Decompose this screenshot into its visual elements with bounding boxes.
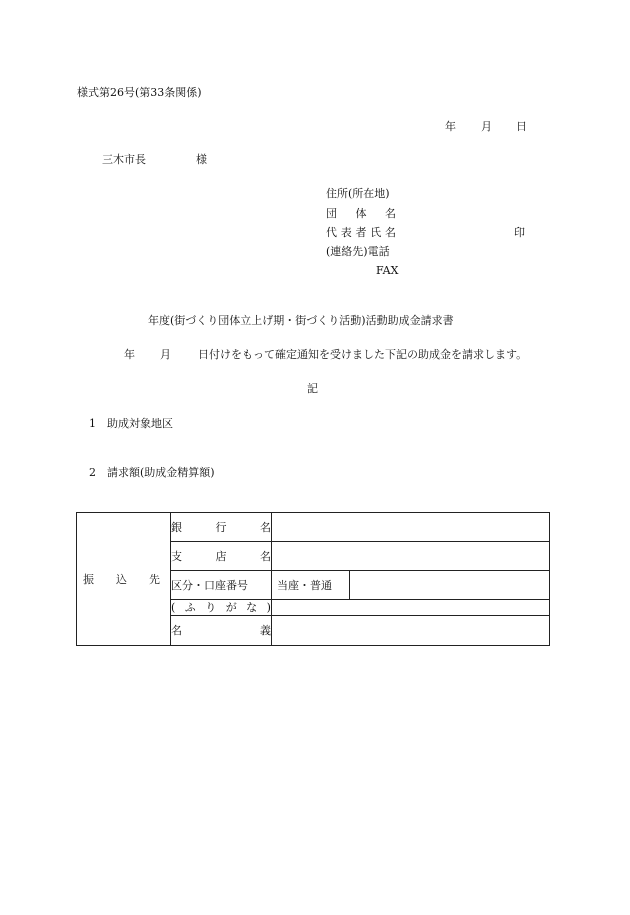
char: 振 [83, 572, 94, 586]
char: 先 [149, 572, 160, 586]
furigana-field[interactable] [272, 600, 550, 616]
char: ( [171, 601, 176, 614]
account-number-field[interactable] [350, 571, 549, 599]
char: 行 [215, 520, 227, 534]
item-label: 請求額(助成金精算額) [107, 466, 215, 479]
char: が [225, 601, 237, 614]
seal-mark: 印 [514, 226, 525, 239]
bank-name-field[interactable] [272, 513, 550, 542]
char: 義 [260, 624, 271, 637]
contact-phone-label: (連絡先)電話 [326, 245, 390, 258]
account-holder-label [171, 616, 272, 646]
body-sentence: 日付けをもって確定通知を受けました下記の助成金を請求します。 [198, 348, 528, 361]
char: 名 [260, 520, 271, 534]
char: 名 [385, 226, 396, 239]
account-label-text: 区分・口座番号 [171, 578, 248, 592]
furigana-label [171, 600, 272, 616]
representative-label [326, 227, 396, 238]
item-number: 1 [89, 417, 96, 430]
char: 名 [171, 624, 182, 637]
char: 団 [326, 207, 337, 220]
body-month: 月 [160, 348, 171, 361]
payee-label [77, 513, 171, 646]
form-number: 様式第26号(第33条関係) [77, 86, 202, 99]
item-number: 2 [89, 466, 96, 479]
bank-name-label [171, 513, 272, 542]
char: 込 [116, 572, 127, 586]
addressee-honorific: 様 [196, 153, 207, 166]
date-month: 月 [481, 120, 492, 133]
addressee-name: 三木市長 [102, 153, 146, 166]
date-day: 日 [516, 120, 527, 133]
ki-marker: 記 [307, 382, 318, 395]
char: 名 [260, 549, 271, 563]
group-name-label [326, 208, 396, 219]
account-label [171, 571, 272, 600]
item-label: 助成対象地区 [107, 417, 173, 430]
fax-label: FAX [376, 264, 399, 277]
char: 支 [171, 549, 182, 563]
bank-transfer-table [76, 512, 550, 646]
char: 者 [355, 226, 367, 239]
document-title: 年度(街づくり団体立上げ期・街づくり活動)活動助成金請求書 [148, 314, 454, 327]
branch-name-label [171, 542, 272, 571]
account-type-option[interactable] [272, 571, 350, 599]
char: ふ [184, 601, 196, 614]
account-cell [272, 571, 550, 600]
char: 名 [385, 207, 396, 220]
char: 体 [355, 207, 367, 220]
char: な [246, 601, 258, 614]
body-year: 年 [124, 348, 135, 361]
branch-name-field[interactable] [272, 542, 550, 571]
char: 表 [340, 226, 352, 239]
char: ) [266, 601, 271, 614]
char: 銀 [171, 520, 182, 534]
char: り [205, 601, 217, 614]
account-holder-field[interactable] [272, 616, 550, 646]
table-row [77, 513, 550, 542]
char: 店 [215, 549, 227, 563]
applicant-address-label: 住所(所在地) [326, 187, 390, 200]
char: 氏 [370, 226, 382, 239]
date-year: 年 [445, 120, 456, 133]
account-type-text: 当座・普通 [277, 578, 332, 592]
char: 代 [326, 226, 337, 239]
